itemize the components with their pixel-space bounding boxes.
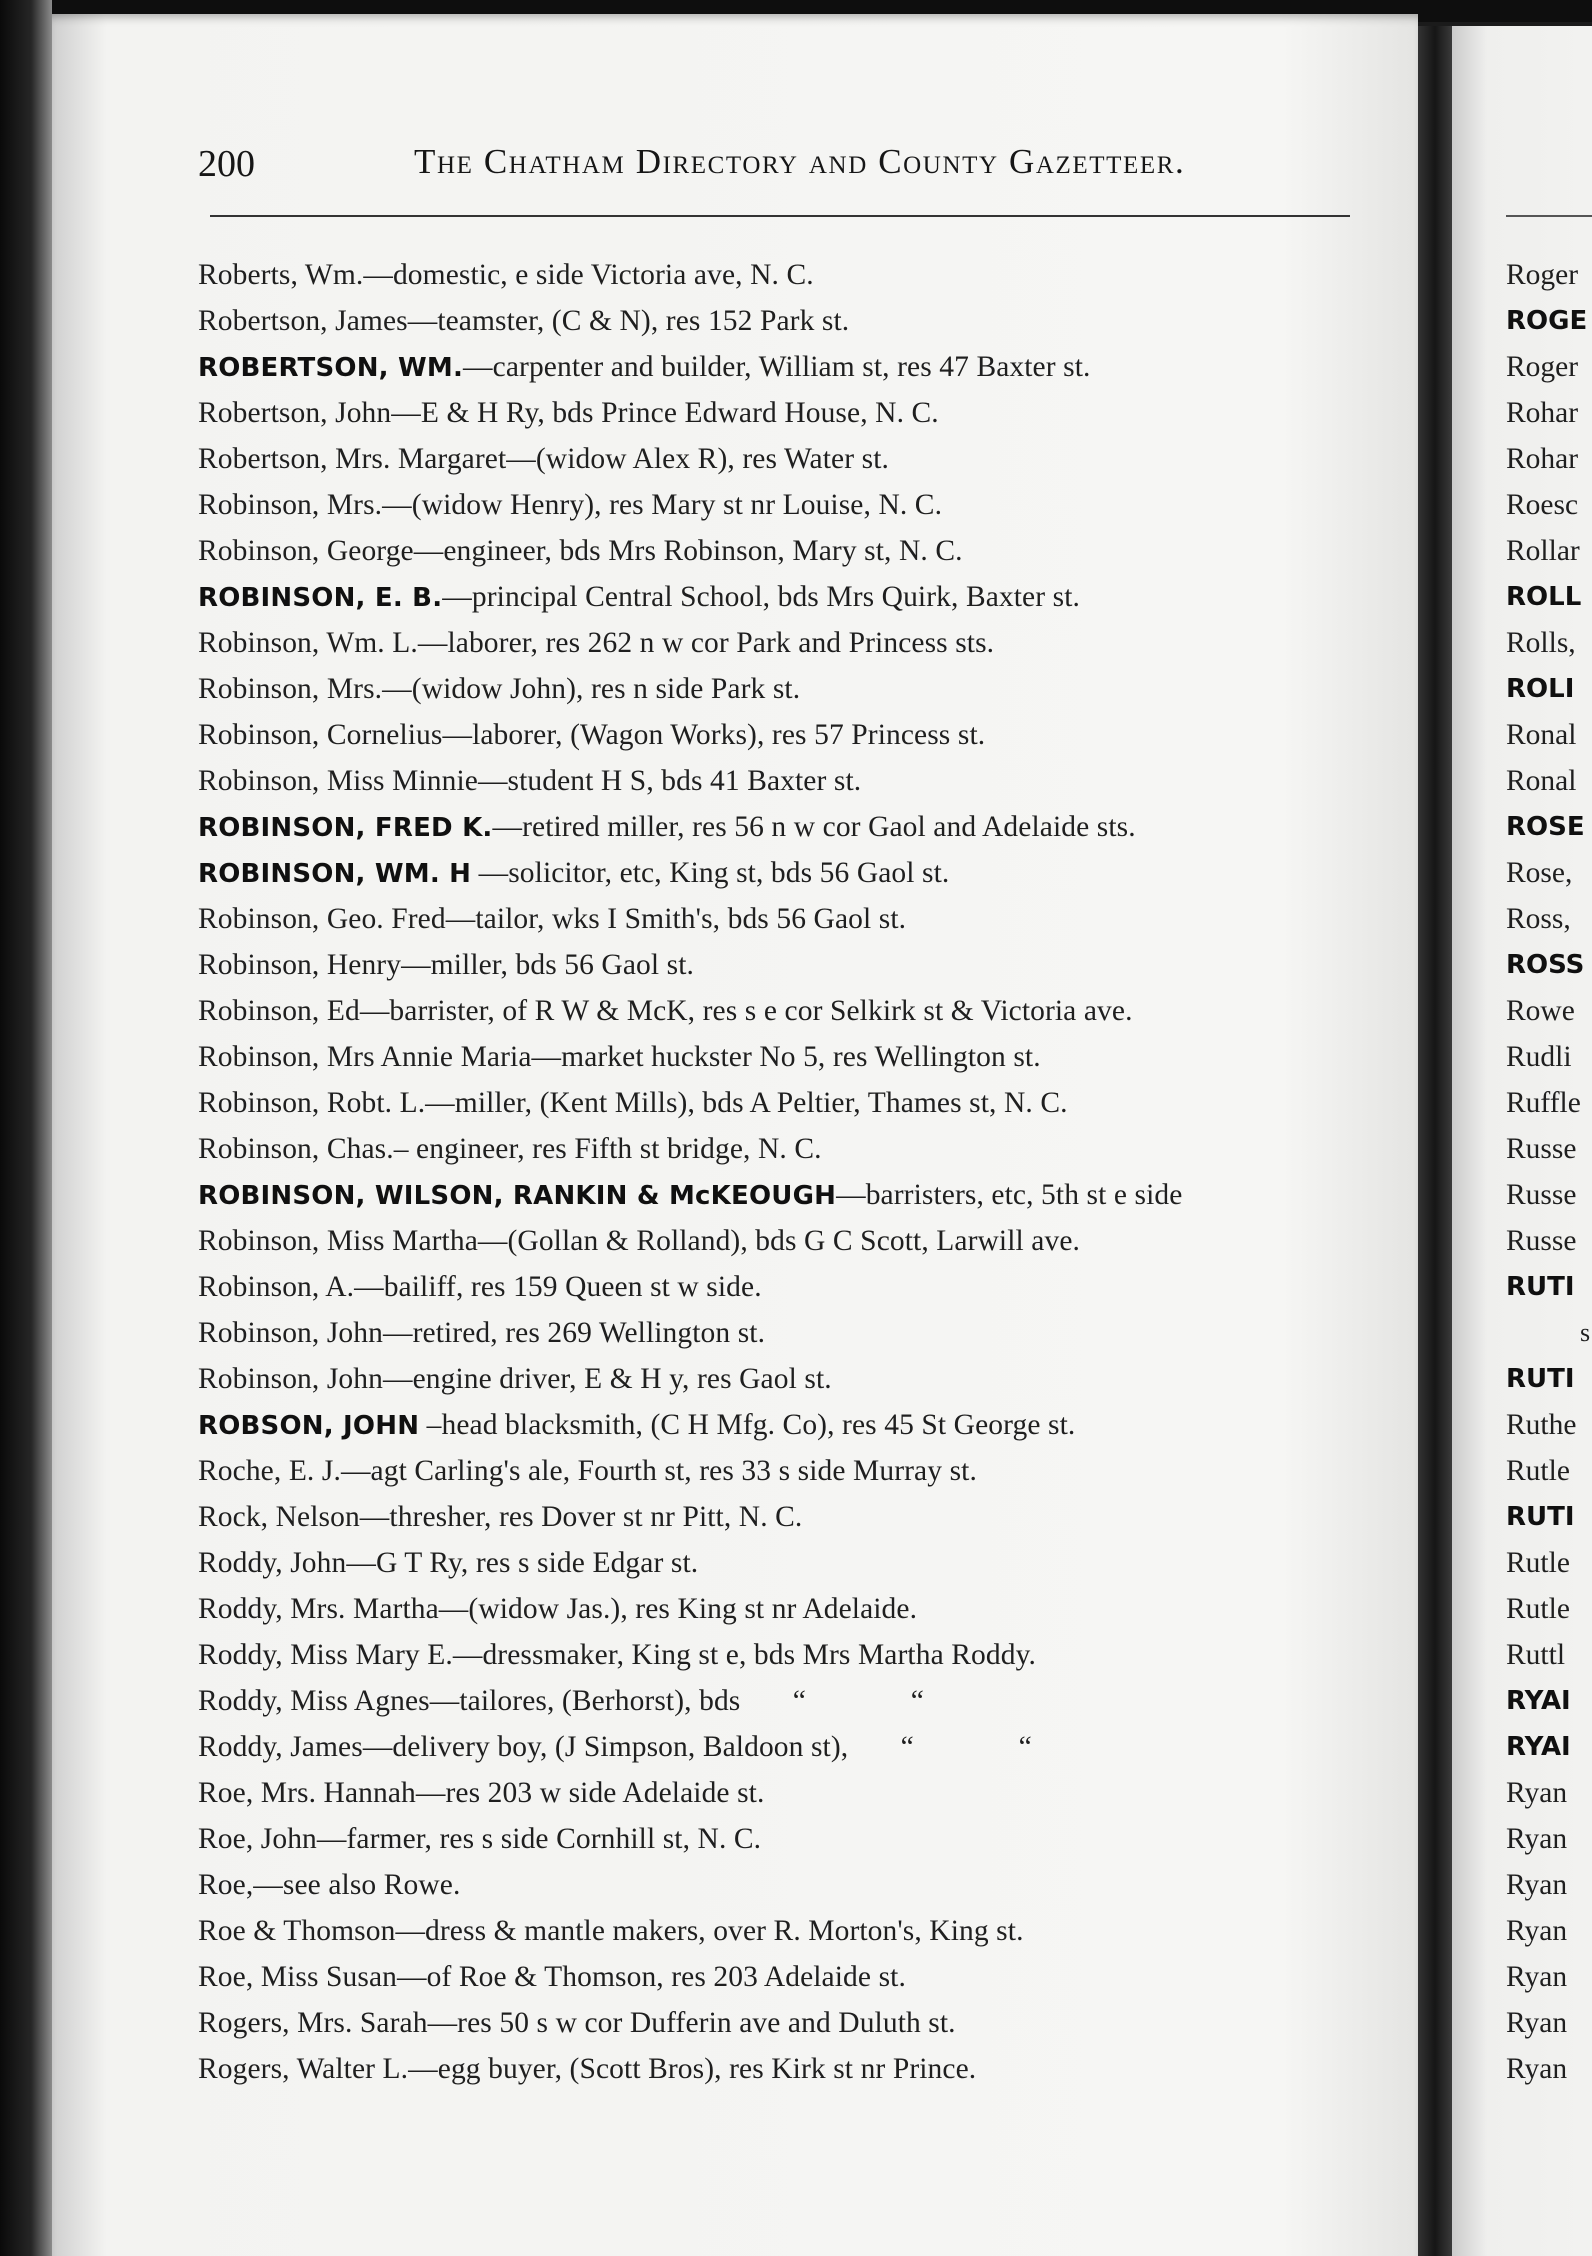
entry-name: ROBINSON, WILSON, RANKIN & McKEOUGH bbox=[198, 1181, 837, 1211]
running-head: The Chatham Directory and County Gazetteer. bbox=[414, 142, 1186, 181]
entry-details: —barrister, of R W & McK, res s e cor Selkirk st & Victoria ave. bbox=[359, 995, 1133, 1027]
entry-details: —bailiff, res 159 Queen st w side. bbox=[354, 1271, 762, 1303]
entry-name: Rock, Nelson bbox=[198, 1501, 360, 1533]
entry-details: —dress & mantle makers, over R. Morton's, King st. bbox=[395, 1915, 1024, 1947]
entry-details: —miller, bds 56 Gaol st. bbox=[401, 949, 694, 981]
entry-details: —teamster, (C & N), res 152 Park st. bbox=[407, 305, 850, 337]
entry-details: —retired, res 269 Wellington st. bbox=[382, 1317, 766, 1349]
entry-details: —E & H Ry, bds Prince Edward House, N. C. bbox=[391, 397, 939, 429]
directory-entry bbox=[198, 1862, 1398, 1908]
right-page-entry: ROLI bbox=[1506, 674, 1575, 704]
right-page-entry: Rowe bbox=[1506, 995, 1575, 1027]
directory-entry bbox=[198, 1172, 1398, 1218]
right-page-entry: Ryan bbox=[1506, 1777, 1568, 1809]
entry-details: —principal Central School, bds Mrs Quirk, Baxter st. bbox=[442, 581, 1081, 613]
right-page-entry: Ronal bbox=[1506, 765, 1577, 797]
page-number: 200 bbox=[198, 143, 255, 185]
entry-details: —farmer, res s side Cornhill st, N. C. bbox=[316, 1823, 762, 1855]
directory-entry bbox=[198, 298, 1398, 344]
header-rule bbox=[210, 215, 1350, 217]
directory-entry bbox=[198, 1080, 1398, 1126]
right-page-entry: Rutle bbox=[1506, 1547, 1570, 1579]
entry-name: Roe, bbox=[198, 1869, 254, 1901]
right-page-rule bbox=[1506, 215, 1592, 217]
entry-details: —solicitor, etc, King st, bds 56 Gaol st. bbox=[471, 857, 950, 889]
directory-entry bbox=[198, 252, 1398, 298]
right-page-entry: Ryan bbox=[1506, 2053, 1568, 2085]
directory-entry bbox=[198, 988, 1398, 1034]
directory-entry bbox=[198, 1126, 1398, 1172]
right-page-entry: ROGE bbox=[1506, 306, 1588, 336]
directory-entry bbox=[198, 1310, 1398, 1356]
directory-entry bbox=[198, 482, 1398, 528]
entry-details: – engineer, res Fifth st bridge, N. C. bbox=[393, 1133, 822, 1165]
right-page-entry: Russe bbox=[1506, 1179, 1577, 1211]
entry-details: —engineer, bds Mrs Robinson, Mary st, N. C. bbox=[413, 535, 963, 567]
right-page-entry: Rohar bbox=[1506, 397, 1579, 429]
right-page-entry: Rohar bbox=[1506, 443, 1579, 475]
right-page-entry: Russe bbox=[1506, 1225, 1577, 1257]
directory-entry bbox=[198, 850, 1398, 896]
right-page-entry: Rudli bbox=[1506, 1041, 1572, 1073]
entry-details: —res 50 s w cor Dufferin ave and Duluth st. bbox=[427, 2007, 956, 2039]
directory-entry bbox=[198, 1402, 1398, 1448]
directory-entry bbox=[198, 528, 1398, 574]
entry-name: Robertson, John bbox=[198, 397, 392, 429]
entry-details: —(widow Jas.), res King st nr Adelaide. bbox=[438, 1593, 918, 1625]
directory-entry bbox=[198, 1724, 1398, 1770]
entry-name: Robertson, James bbox=[198, 305, 408, 337]
right-page-entry: Rollar bbox=[1506, 535, 1580, 567]
directory-entry bbox=[198, 1954, 1398, 2000]
right-page-entry: Rutle bbox=[1506, 1593, 1570, 1625]
entry-name: Roe, Miss Susan bbox=[198, 1961, 398, 1993]
right-page-entry: RUTI bbox=[1506, 1502, 1575, 1532]
directory-entry bbox=[198, 574, 1398, 620]
entry-name: Robinson, John bbox=[198, 1363, 383, 1395]
right-page-entry: RUTI bbox=[1506, 1364, 1575, 1394]
right-page-entry: Ruttl bbox=[1506, 1639, 1566, 1671]
right-page-entry: Ruffle bbox=[1506, 1087, 1581, 1119]
directory-entry bbox=[198, 1770, 1398, 1816]
directory-entry bbox=[198, 804, 1398, 850]
directory-entry bbox=[198, 1034, 1398, 1080]
entry-details: —G T Ry, res s side Edgar st. bbox=[346, 1547, 699, 1579]
right-page-entry: Roger bbox=[1506, 351, 1579, 383]
right-page-entry: Roesc bbox=[1506, 489, 1579, 521]
entry-name: ROBINSON, E. B. bbox=[198, 583, 443, 613]
entry-name: Robinson, George bbox=[198, 535, 414, 567]
directory-entry bbox=[198, 2046, 1398, 2092]
entry-name: Robinson, Henry bbox=[198, 949, 402, 981]
entry-name: Robinson, Miss Martha bbox=[198, 1225, 478, 1257]
directory-entry bbox=[198, 712, 1398, 758]
entry-name: Roche, E. J. bbox=[198, 1455, 341, 1487]
entry-details: —engine driver, E & H y, res Gaol st. bbox=[382, 1363, 832, 1395]
directory-entry bbox=[198, 1218, 1398, 1264]
directory-entry bbox=[198, 1678, 1398, 1724]
right-page-entry: Ryan bbox=[1506, 1915, 1568, 1947]
right-page-entry: Russe bbox=[1506, 1133, 1577, 1165]
right-page-entry: Ryan bbox=[1506, 2007, 1568, 2039]
directory-entry bbox=[198, 666, 1398, 712]
ditto-mark: “ bbox=[900, 1731, 914, 1763]
book-gutter bbox=[1418, 26, 1452, 2256]
ditto-mark: “ bbox=[792, 1685, 806, 1717]
right-page-entry: RYAI bbox=[1506, 1686, 1571, 1716]
entry-details: —tailor, wks I Smith's, bds 56 Gaol st. bbox=[445, 903, 907, 935]
entry-details: —laborer, res 262 n w cor Park and Princess sts. bbox=[417, 627, 995, 659]
entry-details: —agt Carling's ale, Fourth st, res 33 s side Murray st. bbox=[340, 1455, 977, 1487]
entry-name: Robinson, Wm. L. bbox=[198, 627, 418, 659]
directory-entry bbox=[198, 1908, 1398, 1954]
directory-entry bbox=[198, 344, 1398, 390]
book-spine-left bbox=[0, 0, 52, 2256]
entry-details: —res 203 w side Adelaide st. bbox=[415, 1777, 765, 1809]
entry-name: ROBINSON, WM. H bbox=[198, 859, 472, 889]
entry-details: —(widow Alex R), res Water st. bbox=[506, 443, 889, 475]
entry-details: —thresher, res Dover st nr Pitt, N. C. bbox=[359, 1501, 803, 1533]
entry-name: Robinson, Geo. Fred bbox=[198, 903, 446, 935]
entry-name: ROBERTSON, WM. bbox=[198, 353, 464, 383]
right-page-entry: Rose, bbox=[1506, 857, 1573, 889]
entry-name: Roddy, James bbox=[198, 1731, 363, 1763]
entry-name: Roberts, Wm. bbox=[198, 259, 364, 291]
directory-entry bbox=[198, 1632, 1398, 1678]
directory-entry bbox=[198, 942, 1398, 988]
directory-entry bbox=[198, 1540, 1398, 1586]
entry-name: Rogers, Walter L. bbox=[198, 2053, 409, 2085]
right-page-entry: Rutle bbox=[1506, 1455, 1570, 1487]
entry-details: —miller, (Kent Mills), bds A Peltier, Thames st, N. C. bbox=[425, 1087, 1068, 1119]
right-page-entry: RUTI bbox=[1506, 1272, 1575, 1302]
directory-entry bbox=[198, 1586, 1398, 1632]
right-page-entry: Rolls, bbox=[1506, 627, 1576, 659]
entry-details: —see also Rowe. bbox=[253, 1869, 461, 1901]
ditto-mark: “ bbox=[1018, 1731, 1032, 1763]
entry-name: Robinson, Mrs Annie Maria bbox=[198, 1041, 532, 1073]
entry-name: Roe & Thomson bbox=[198, 1915, 396, 1947]
directory-entry bbox=[198, 758, 1398, 804]
entry-name: Robinson, John bbox=[198, 1317, 383, 1349]
entry-name: Roddy, Mrs. Martha bbox=[198, 1593, 439, 1625]
directory-entry bbox=[198, 1264, 1398, 1310]
right-page-entry: ROSS bbox=[1506, 950, 1585, 980]
right-page-entry: s bbox=[1580, 1318, 1591, 1347]
entry-name: Robinson, Chas. bbox=[198, 1133, 394, 1165]
page-header bbox=[198, 142, 1348, 192]
right-page-entry: RYAI bbox=[1506, 1732, 1571, 1762]
entry-name: ROBSON, JOHN bbox=[198, 1411, 420, 1441]
entry-name: Robertson, Mrs. Margaret bbox=[198, 443, 507, 475]
entry-name: Robinson, A. bbox=[198, 1271, 355, 1303]
directory-entries bbox=[198, 252, 1398, 2092]
entry-details: —delivery boy, (J Simpson, Baldoon st), bbox=[362, 1731, 849, 1763]
entry-name: Robinson, Ed bbox=[198, 995, 360, 1027]
entry-details: —carpenter and builder, William st, res 47 Baxter st. bbox=[463, 351, 1091, 383]
directory-entry bbox=[198, 1494, 1398, 1540]
entry-name: ROBINSON, FRED K. bbox=[198, 813, 493, 843]
directory-entry bbox=[198, 1448, 1398, 1494]
directory-entry bbox=[198, 436, 1398, 482]
entry-name: Robinson, Miss Minnie bbox=[198, 765, 478, 797]
entry-details: —dressmaker, King st e, bds Mrs Martha Roddy. bbox=[452, 1639, 1036, 1671]
entry-details: —of Roe & Thomson, res 203 Adelaide st. bbox=[397, 1961, 906, 1993]
right-page-entry: Ronal bbox=[1506, 719, 1577, 751]
entry-name: Roe, John bbox=[198, 1823, 317, 1855]
right-page-entry: Ross, bbox=[1506, 903, 1571, 935]
entry-details: —barristers, etc, 5th st e side bbox=[836, 1179, 1183, 1211]
right-page-entries bbox=[1506, 252, 1592, 2092]
right-page-entry: Ryan bbox=[1506, 1961, 1568, 1993]
entry-details: —market huckster No 5, res Wellington st. bbox=[531, 1041, 1041, 1073]
entry-details: —(widow John), res n side Park st. bbox=[382, 673, 801, 705]
right-page-entry: Ryan bbox=[1506, 1869, 1568, 1901]
right-page-entry: Ryan bbox=[1506, 1823, 1568, 1855]
directory-entry bbox=[198, 2000, 1398, 2046]
directory-entry bbox=[198, 390, 1398, 436]
directory-entry bbox=[198, 1356, 1398, 1402]
ditto-mark: “ bbox=[910, 1685, 924, 1717]
right-page-entry: ROLL bbox=[1506, 582, 1582, 612]
entry-name: Roe, Mrs. Hannah bbox=[198, 1777, 416, 1809]
entry-name: Rogers, Mrs. Sarah bbox=[198, 2007, 428, 2039]
directory-entry bbox=[198, 896, 1398, 942]
entry-name: Robinson, Robt. L. bbox=[198, 1087, 426, 1119]
entry-details: —domestic, e side Victoria ave, N. C. bbox=[363, 259, 814, 291]
entry-name: Roddy, John bbox=[198, 1547, 347, 1579]
right-page-entry: Roger bbox=[1506, 259, 1579, 291]
entry-name: Roddy, Miss Agnes bbox=[198, 1685, 430, 1717]
entry-details: —tailores, (Berhorst), bds bbox=[429, 1685, 741, 1717]
entry-details: —student H S, bds 41 Baxter st. bbox=[477, 765, 862, 797]
entry-name: Roddy, Miss Mary E. bbox=[198, 1639, 453, 1671]
entry-name: Robinson, Mrs. bbox=[198, 489, 383, 521]
entry-details: —egg buyer, (Scott Bros), res Kirk st nr Prince. bbox=[408, 2053, 977, 2085]
directory-entry bbox=[198, 620, 1398, 666]
entry-details: —laborer, (Wagon Works), res 57 Princess st. bbox=[442, 719, 986, 751]
directory-entry bbox=[198, 1816, 1398, 1862]
entry-details: –head blacksmith, (C H Mfg. Co), res 45 St George st. bbox=[419, 1409, 1076, 1441]
right-page-entry: ROSE bbox=[1506, 812, 1585, 842]
entry-details: —retired miller, res 56 n w cor Gaol and Adelaide sts. bbox=[492, 811, 1136, 843]
right-page-entry: Ruthe bbox=[1506, 1409, 1577, 1441]
entry-name: Robinson, Cornelius bbox=[198, 719, 443, 751]
entry-details: —(widow Henry), res Mary st nr Louise, N. C. bbox=[382, 489, 943, 521]
entry-details: —(Gollan & Rolland), bds G C Scott, Larwill ave. bbox=[477, 1225, 1080, 1257]
entry-name: Robinson, Mrs. bbox=[198, 673, 383, 705]
